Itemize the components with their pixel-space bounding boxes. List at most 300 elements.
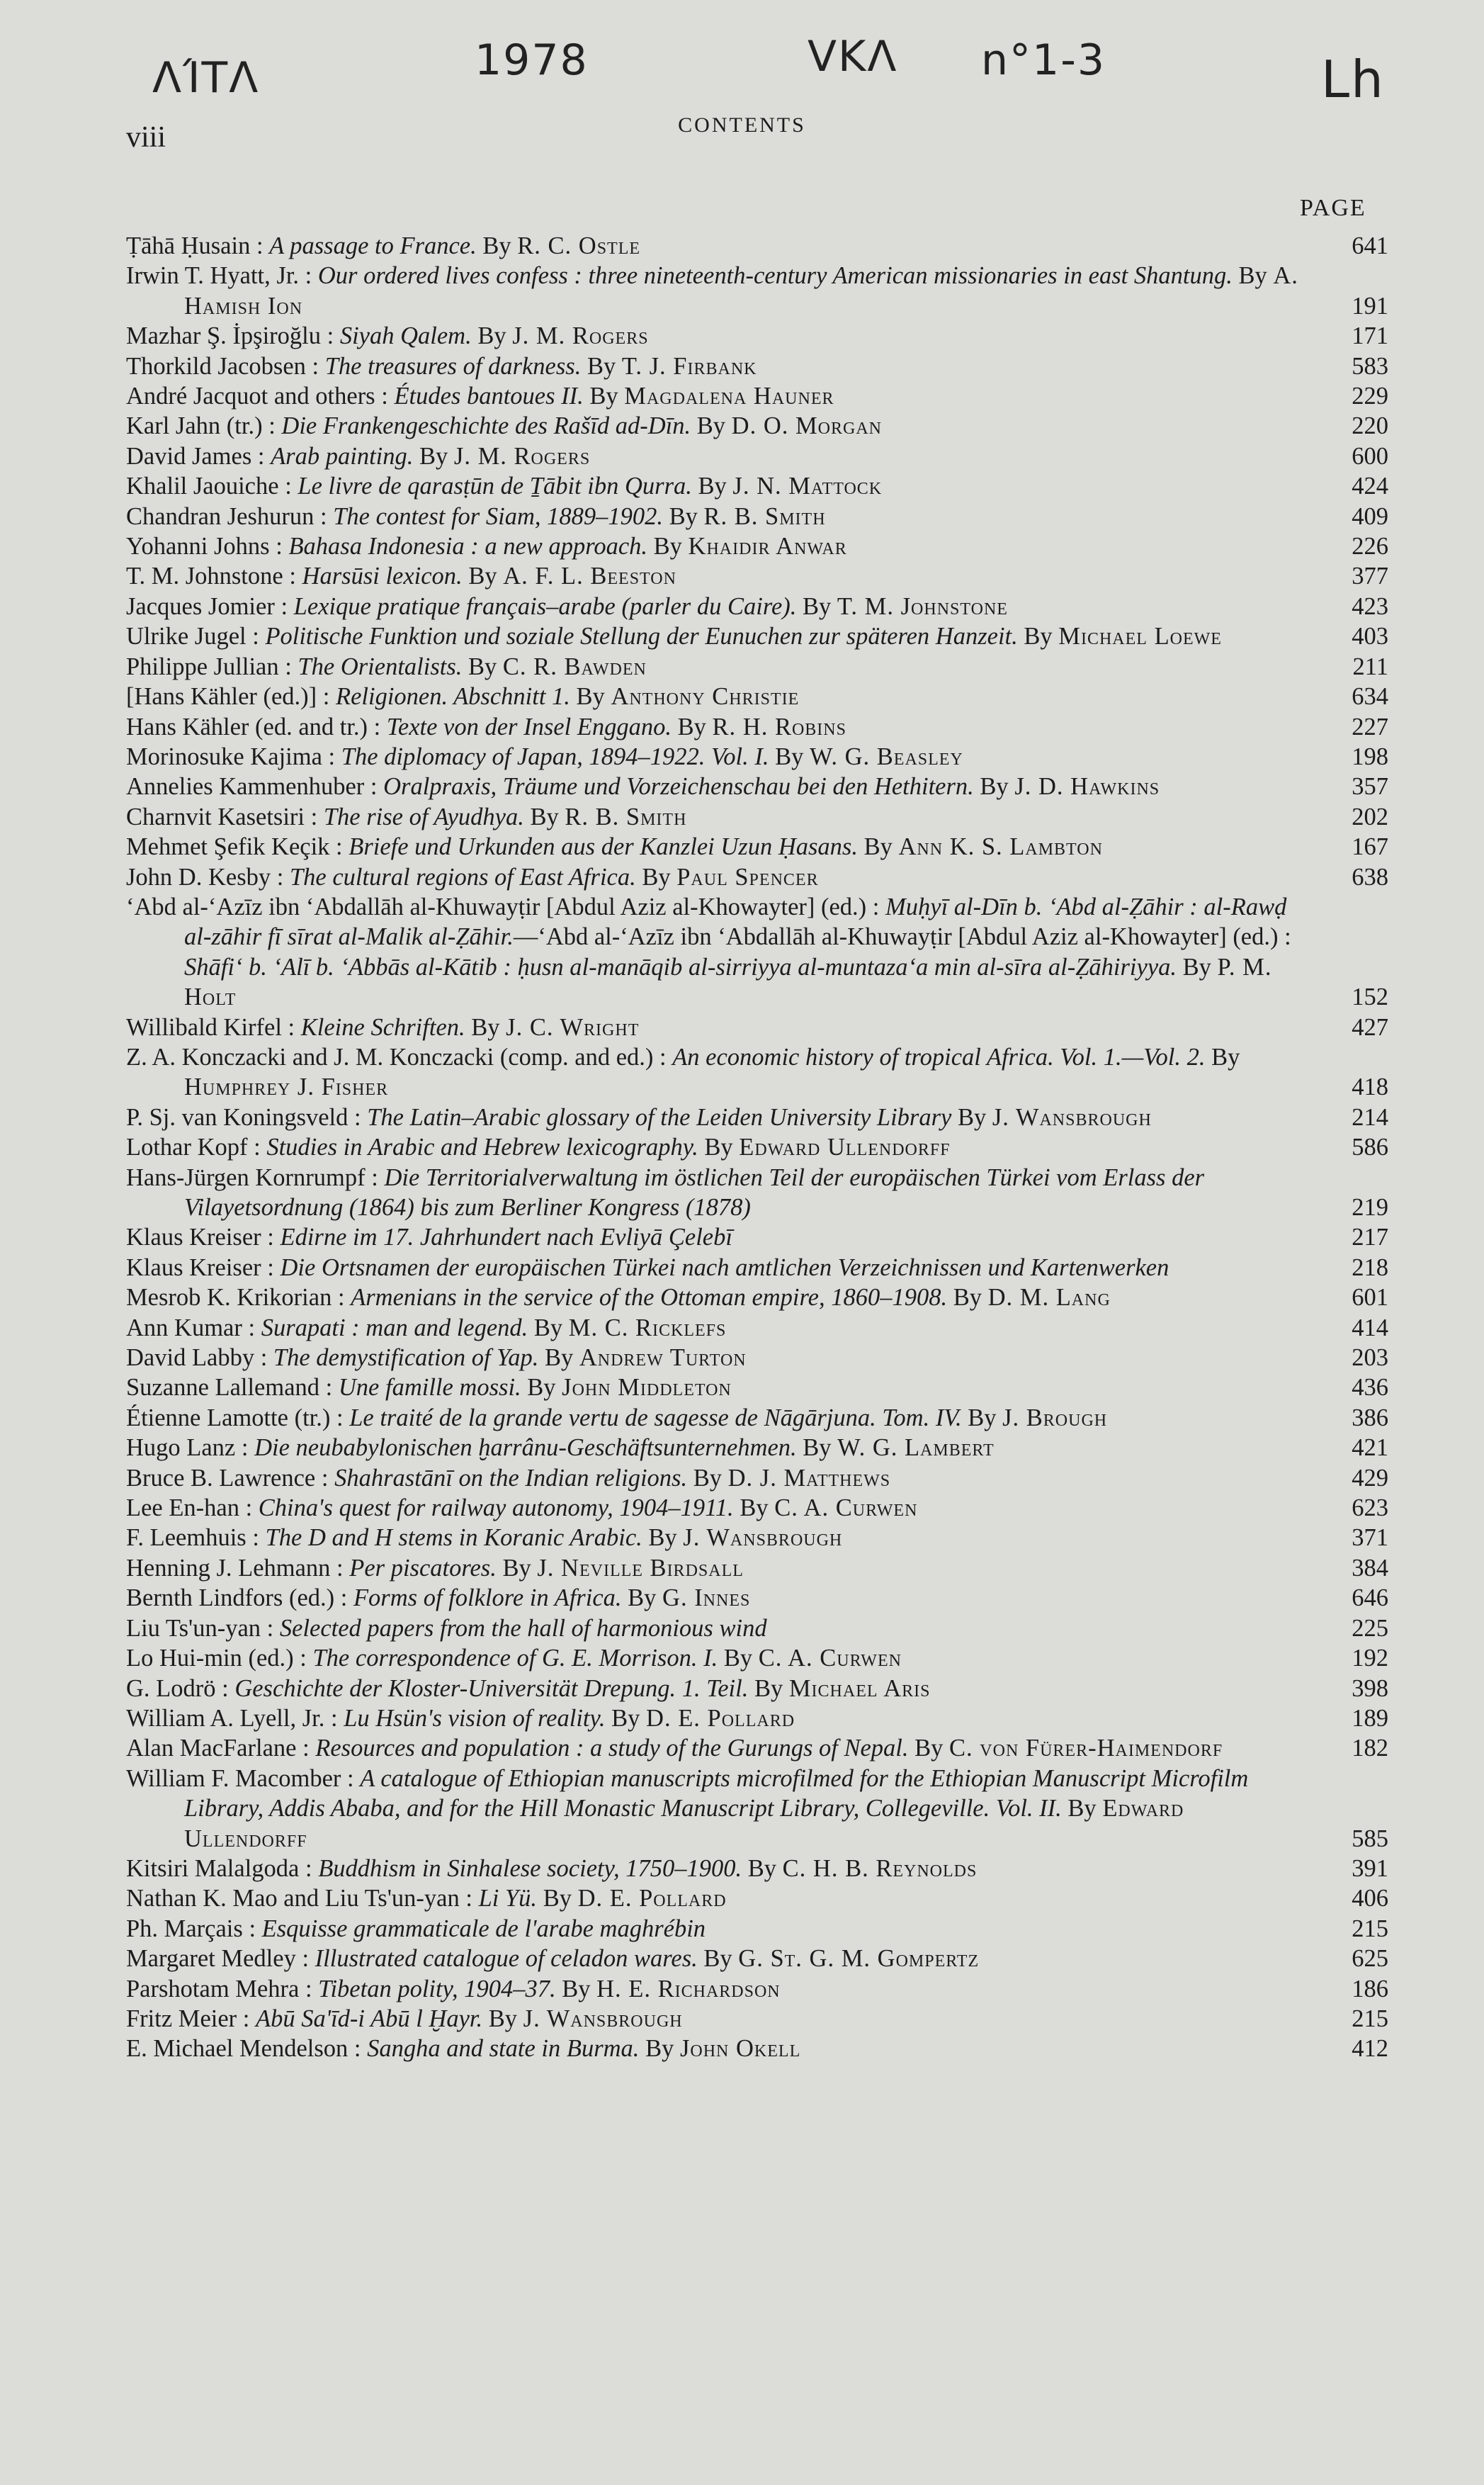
contents-entry <box>126 381 1388 411</box>
entry-reviewer: C. A. Curwen <box>774 1494 918 1522</box>
entry-page-number: 218 <box>1352 1253 1388 1281</box>
entry-author: Liu Ts'un-yan <box>126 1614 261 1642</box>
entry-title: The demystification of Yap. <box>273 1344 539 1372</box>
entry-reviewer: D. O. Morgan <box>731 412 883 440</box>
entry-reviewer: Michael Loewe <box>1058 623 1222 650</box>
entry-author: William F. Macomber <box>126 1764 341 1792</box>
entry-text: F. Leemhuis : The D and H stems in Koranic Arabic. By J. Wansbrough <box>126 1524 843 1552</box>
entry-reviewer: T. J. Firbank <box>621 352 757 380</box>
entry-title: Studies in Arabic and Hebrew lexicography. <box>266 1134 698 1161</box>
entry-page-number: 167 <box>1352 833 1388 861</box>
entry-reviewer: Ann K. S. Lambton <box>898 833 1103 861</box>
entry-page-number: 211 <box>1352 653 1388 680</box>
entry-page-number: 427 <box>1352 1013 1388 1041</box>
contents-entry <box>126 1222 1388 1252</box>
entry-text: Nathan K. Mao and Liu Ts'un-yan : Li Yü. By D. E. Pollard <box>126 1885 727 1912</box>
handwritten-annotation-2: 1978 <box>475 35 589 85</box>
entry-title: Forms of folklore in Africa. <box>353 1584 622 1612</box>
entry-title: Études bantoues II. <box>394 383 584 410</box>
entry-author: Chandran Jeshurun <box>126 502 315 530</box>
entry-author: ‘Abd al-‘Azīz ibn ‘Abdallāh al-Khuwayṭir [Abdul Aziz al-Khowayter] (ed.) <box>126 893 867 920</box>
entry-page-number: 225 <box>1352 1614 1388 1642</box>
entry-reviewer: R. H. Robins <box>712 713 846 740</box>
entry-page-number: 219 <box>1352 1194 1388 1221</box>
contents-entry <box>126 1403 1388 1433</box>
entry-page-number: 189 <box>1352 1704 1388 1732</box>
contents-entry <box>126 1463 1388 1493</box>
entry-reviewer: C. A. Curwen <box>758 1645 902 1672</box>
entry-author: Fritz Meier <box>126 2005 237 2032</box>
entry-reviewer: Magdalena Hauner <box>624 383 834 410</box>
entry-page-number: 409 <box>1352 502 1388 530</box>
contents-entry <box>126 1163 1388 1223</box>
entry-title: Sangha and state in Burma. <box>367 2035 640 2063</box>
contents-entry <box>126 621 1388 651</box>
entry-page-number: 171 <box>1352 322 1388 350</box>
page-folio: viii <box>126 121 166 154</box>
entry-page-number: 403 <box>1352 623 1388 650</box>
contents-entry <box>126 1674 1388 1703</box>
entry-author: Yohanni Johns <box>126 533 270 560</box>
entry-author: Morinosuke Kajima <box>126 743 322 770</box>
contents-entry <box>126 1883 1388 1913</box>
entry-reviewer: Michael Aris <box>788 1674 931 1702</box>
entry-title: Shahrastānī on the Indian religions. <box>334 1464 688 1492</box>
entry-title: Le traité de la grande vertu de sagesse de Nāgārjuna. Tom. IV. <box>349 1404 962 1431</box>
entry-page-number: 601 <box>1352 1284 1388 1312</box>
entry-title: The Orientalists. <box>298 653 463 680</box>
entry-author: Margaret Medley <box>126 1945 296 1973</box>
entry-reviewer: R. C. Ostle <box>517 232 641 259</box>
entry-text: Ṭāhā Ḥusain : A passage to France. By R. C. Ostle <box>126 232 641 259</box>
contents-entry <box>126 802 1388 832</box>
entry-title: The contest for Siam, 1889–1902. <box>333 502 663 530</box>
entry-title: Die Frankengeschichte des Rašīd ad-Dīn. <box>281 412 691 440</box>
contents-entry <box>126 1553 1388 1583</box>
entry-author: Suzanne Lallemand <box>126 1374 320 1402</box>
entry-text: P. Sj. van Koningsveld : The Latin–Arabic glossary of the Leiden University Library By J. Wansbrough <box>126 1103 1152 1131</box>
entry-page-number: 182 <box>1352 1735 1388 1762</box>
entry-reviewer: Edward Ullendorff <box>739 1134 951 1161</box>
entry-author: David James <box>126 442 252 470</box>
entry-text: Margaret Medley : Illustrated catalogue of celadon wares. By G. St. G. M. Gompertz <box>126 1945 980 1973</box>
entry-reviewer: G. St. G. M. Gompertz <box>738 1945 980 1973</box>
entry-reviewer: J. Wansbrough <box>683 1524 843 1552</box>
entry-author: Mazhar Ş. İpşiroğlu <box>126 322 321 350</box>
entry-title: Politische Funktion und soziale Stellung der Eunuchen zur späteren Hanzeit. <box>265 623 1018 650</box>
entry-reviewer: Edward Ullendorff <box>184 1795 1184 1852</box>
entry-text: Chandran Jeshurun : The contest for Siam, 1889–1902. By R. B. Smith <box>126 502 826 530</box>
entry-author: Bernth Lindfors (ed.) <box>126 1584 335 1612</box>
contents-entry <box>126 2034 1388 2063</box>
entry-reviewer: D. E. Pollard <box>646 1704 795 1732</box>
entry-reviewer: J. N. Mattock <box>732 473 883 500</box>
entry-title: Briefe und Urkunden aus der Kanzlei Uzun Ḥasans. <box>349 833 858 861</box>
entry-title: Abū Sa'īd-i Abū l Ḫayr. <box>256 2005 483 2032</box>
entry-author: E. Michael Mendelson <box>126 2035 349 2063</box>
entry-page-number: 646 <box>1352 1584 1388 1612</box>
entry-page-number: 585 <box>1352 1825 1388 1852</box>
entry-text: Klaus Kreiser : Edirne im 17. Jahrhundert nach Evliyā Çelebī <box>126 1224 732 1251</box>
handwritten-annotation-1: ΛΊΤΛ <box>152 53 260 103</box>
entry-page-number: 217 <box>1352 1224 1388 1251</box>
entry-page-number: 583 <box>1352 352 1388 380</box>
entry-author: G. Lodrö <box>126 1674 216 1702</box>
entry-page-number: 429 <box>1352 1464 1388 1492</box>
entry-author: William A. Lyell, Jr. <box>126 1704 325 1732</box>
entry-page-number: 391 <box>1352 1854 1388 1882</box>
entry-title: The diplomacy of Japan, 1894–1922. Vol. I. <box>341 743 769 770</box>
entry-text: Karl Jahn (tr.) : Die Frankengeschichte des Rašīd ad-Dīn. By D. O. Morgan <box>126 412 883 440</box>
entry-text: Morinosuke Kajima : The diplomacy of Japan, 1894–1922. Vol. I. By W. G. Beasley <box>126 743 963 770</box>
entry-page-number: 203 <box>1352 1344 1388 1372</box>
entry-author: F. Leemhuis <box>126 1524 247 1552</box>
contents-entry <box>126 742 1388 772</box>
entry-author: [Hans Kähler (ed.)] <box>126 683 317 711</box>
entry-text: Philippe Jullian : The Orientalists. By C. R. Bawden <box>126 653 647 680</box>
contents-entry <box>126 862 1388 892</box>
entry-author: Klaus Kreiser <box>126 1224 261 1251</box>
entry-page-number: 634 <box>1352 683 1388 711</box>
contents-entry <box>126 261 1388 321</box>
entry-title: Religionen. Abschnitt 1. <box>336 683 570 711</box>
entry-text: Lee En-han : China's quest for railway autonomy, 1904–1911. By C. A. Curwen <box>126 1494 918 1522</box>
entry-text: Annelies Kammenhuber : Oralpraxis, Träume und Vorzeichenschau bei den Hethitern. By J. D. Hawkins <box>126 773 1160 801</box>
entry-page-number: 186 <box>1352 1975 1388 2002</box>
entry-title: Resources and population : a study of the Gurungs of Nepal. <box>315 1735 909 1762</box>
entry-title: The rise of Ayudhya. <box>323 803 524 830</box>
entry-text: G. Lodrö : Geschichte der Kloster-Universität Drepung. 1. Teil. By Michael Aris <box>126 1674 931 1702</box>
entry-author: Lo Hui-min (ed.) <box>126 1645 294 1672</box>
entry-author: Lee En-han <box>126 1494 239 1522</box>
entry-title: Illustrated catalogue of celadon wares. <box>315 1945 698 1973</box>
entry-title: Bahasa Indonesia : a new approach. <box>288 533 648 560</box>
entry-reviewer: D. M. Lang <box>987 1284 1111 1312</box>
entry-page-number: 215 <box>1352 1915 1388 1942</box>
entry-title: Kleine Schriften. <box>300 1013 465 1041</box>
entry-page-number: 623 <box>1352 1494 1388 1522</box>
entry-text: T. M. Johnstone : Harsūsi lexicon. By A. F. L. Beeston <box>126 563 676 590</box>
entry-author: T. M. Johnstone <box>126 563 283 590</box>
entry-author: Z. A. Konczacki and J. M. Konczacki (comp. and ed.) <box>126 1043 654 1071</box>
entry-title: Oralpraxis, Träume und Vorzeichenschau bei den Hethitern. <box>383 773 974 801</box>
page-column-label: PAGE <box>1300 195 1366 221</box>
entry-title: Li Yü. <box>478 1885 538 1912</box>
entry-reviewer: R. B. Smith <box>703 502 826 530</box>
contents-entry <box>126 1433 1388 1463</box>
handwritten-annotation-5: Lh <box>1321 50 1385 109</box>
entry-text: Yohanni Johns : Bahasa Indonesia : a new approach. By Khaidir Anwar <box>126 533 847 560</box>
entry-title: Die Ortsnamen der europäischen Türkei nach amtlichen Verzeichnissen und Kartenwerken <box>280 1253 1169 1281</box>
entry-text: Ph. Marçais : Esquisse grammaticale de l'arabe maghrébin <box>126 1915 706 1942</box>
entry-title: Die neubabylonischen ḫarrânu-Geschäftsunternehmen. <box>254 1434 797 1462</box>
entry-text: David Labby : The demystification of Yap. By Andrew Turton <box>126 1344 747 1372</box>
contents-entry <box>126 1974 1388 2004</box>
entry-page-number: 414 <box>1352 1314 1388 1341</box>
entry-title: The cultural regions of East Africa. <box>289 863 636 891</box>
entry-reviewer: J. M. Rogers <box>512 322 649 350</box>
entry-author: Hans-Jürgen Kornrumpf <box>126 1163 366 1191</box>
entry-page-number: 421 <box>1352 1434 1388 1462</box>
handwritten-annotation-3: VΚΛ <box>808 32 898 81</box>
entry-title: Texte von der Insel Enggano. <box>386 713 672 740</box>
entry-text: Z. A. Konczacki and J. M. Konczacki (comp. and ed.) : An economic history of tropical Africa. Vol. 1.—Vol. 2. By Humphrey J. Fisher <box>126 1043 1240 1101</box>
entry-title: The correspondence of G. E. Morrison. I. <box>312 1645 718 1672</box>
entry-page-number: 214 <box>1352 1103 1388 1131</box>
entry-reviewer: J. C. Wright <box>506 1013 640 1041</box>
entry-title: The treasures of darkness. <box>324 352 582 380</box>
entry-reviewer: Paul Spencer <box>676 863 819 891</box>
entry-text: Jacques Jomier : Lexique pratique français–arabe (parler du Caire). By T. M. Johnstone <box>126 592 1008 620</box>
entry-text: E. Michael Mendelson : Sangha and state in Burma. By John Okell <box>126 2035 801 2063</box>
entry-author: Étienne Lamotte (tr.) <box>126 1404 331 1431</box>
entry-author: André Jacquot and others <box>126 383 375 410</box>
entry-author: Jacques Jomier <box>126 592 275 620</box>
entry-title: Arab painting. <box>271 442 414 470</box>
entry-text: Khalil Jaouiche : Le livre de qarasṭūn de Ṯābit ibn Qurra. By J. N. Mattock <box>126 473 883 500</box>
entry-author: David Labby <box>126 1344 255 1372</box>
contents-entry <box>126 1703 1388 1733</box>
entry-page-number: 192 <box>1352 1645 1388 1672</box>
entry-page-number: 625 <box>1352 1945 1388 1973</box>
entry-text: Parshotam Mehra : Tibetan polity, 1904–37. By H. E. Richardson <box>126 1975 781 2002</box>
entry-page-number: 220 <box>1352 412 1388 440</box>
entry-title: Esquisse grammaticale de l'arabe maghrébin <box>261 1915 706 1942</box>
entry-reviewer: T. M. Johnstone <box>837 592 1008 620</box>
entry-reviewer: A. Hamish Ion <box>184 262 1298 320</box>
entry-page-number: 641 <box>1352 232 1388 259</box>
contents-entry <box>126 1253 1388 1283</box>
contents-entry <box>126 351 1388 381</box>
entry-reviewer: J. Wansbrough <box>992 1103 1152 1131</box>
entry-author: Khalil Jaouiche <box>126 473 279 500</box>
entry-text: Lo Hui-min (ed.) : The correspondence of G. E. Morrison. I. By C. A. Curwen <box>126 1645 902 1672</box>
entry-author: Irwin T. Hyatt, Jr. <box>126 262 300 290</box>
running-head: CONTENTS <box>678 113 806 137</box>
entry-author: Ann Kumar <box>126 1314 242 1341</box>
entry-text: Fritz Meier : Abū Sa'īd-i Abū l Ḫayr. By J. Wansbrough <box>126 2005 683 2032</box>
entry-text: William A. Lyell, Jr. : Lu Hsün's vision of reality. By D. E. Pollard <box>126 1704 795 1732</box>
entry-page-number: 191 <box>1352 292 1388 320</box>
entry-text: David James : Arab painting. By J. M. Rogers <box>126 442 591 470</box>
contents-entry <box>126 1313 1388 1343</box>
entry-page-number: 384 <box>1352 1554 1388 1582</box>
entry-text: [Hans Kähler (ed.)] : Religionen. Abschnitt 1. By Anthony Christie <box>126 683 800 711</box>
entry-title: Tibetan polity, 1904–37. <box>318 1975 556 2002</box>
entry-page-number: 423 <box>1352 592 1388 620</box>
entry-page-number: 215 <box>1352 2005 1388 2032</box>
entry-author: Ṭāhā Ḥusain <box>126 232 251 259</box>
entry-page-number: 398 <box>1352 1674 1388 1702</box>
contents-entry <box>126 772 1388 801</box>
entry-text: Lothar Kopf : Studies in Arabic and Hebrew lexicography. By Edward Ullendorff <box>126 1134 951 1161</box>
entry-text: Bruce B. Lawrence : Shahrastānī on the Indian religions. By D. J. Matthews <box>126 1464 891 1492</box>
entry-title: Une famille mossi. <box>338 1374 521 1402</box>
entry-title: Edirne im 17. Jahrhundert nach Evliyā Çelebī <box>280 1224 732 1251</box>
entry-title: Per piscatores. <box>349 1554 497 1582</box>
entry-page-number: 412 <box>1352 2035 1388 2063</box>
entry-author: Philippe Jullian <box>126 653 279 680</box>
contents-entry <box>126 2004 1388 2034</box>
entry-reviewer: W. G. Beasley <box>809 743 963 770</box>
entry-page-number: 227 <box>1352 713 1388 740</box>
entry-reviewer: Humphrey J. Fisher <box>184 1074 389 1101</box>
entry-page-number: 371 <box>1352 1524 1388 1552</box>
entry-text: William F. Macomber : A catalogue of Ethiopian manuscripts microfilmed for the Ethiopian Manuscript Microfilm Library, Addis Ababa, and for the Hill Monastic Manuscript Library, Collegeville. Vol. II. By Edward Ullendorff <box>126 1764 1249 1852</box>
entry-text: Ann Kumar : Surapati : man and legend. By M. C. Ricklefs <box>126 1314 727 1341</box>
entry-page-number: 424 <box>1352 473 1388 500</box>
entry-author: Nathan K. Mao and Liu Ts'un-yan <box>126 1885 460 1912</box>
entry-author: Hans Kähler (ed. and tr.) <box>126 713 368 740</box>
entry-page-number: 406 <box>1352 1885 1388 1912</box>
contents-entry <box>126 1854 1388 1883</box>
entry-reviewer: M. C. Ricklefs <box>568 1314 727 1341</box>
entry-page-number: 377 <box>1352 563 1388 590</box>
entry-author: ‘Abd al-‘Azīz ibn ‘Abdallāh al-Khuwayṭir [Abdul Aziz al-Khowayter] (ed.) <box>538 923 1279 951</box>
entry-reviewer: R. B. Smith <box>565 803 687 830</box>
entry-text: Hugo Lanz : Die neubabylonischen ḫarrânu-Geschäftsunternehmen. By W. G. Lambert <box>126 1434 995 1462</box>
contents-entry <box>126 1042 1388 1103</box>
entry-author: Kitsiri Malalgoda <box>126 1854 300 1882</box>
entry-page-number: 436 <box>1352 1374 1388 1402</box>
entry-reviewer: C. von Fürer-Haimendorf <box>949 1735 1223 1762</box>
contents-entry <box>126 321 1388 351</box>
entry-reviewer: A. F. L. Beeston <box>503 563 676 590</box>
contents-entry <box>126 1764 1388 1854</box>
entry-text: Hans Kähler (ed. and tr.) : Texte von der Insel Enggano. By R. H. Robins <box>126 713 846 740</box>
contents-entry <box>126 1914 1388 1944</box>
contents-entry <box>126 561 1388 591</box>
entry-text: Charnvit Kasetsiri : The rise of Ayudhya. By R. B. Smith <box>126 803 687 830</box>
entry-title: The D and H stems in Koranic Arabic. <box>265 1524 642 1552</box>
entry-title: Harsūsi lexicon. <box>302 563 463 590</box>
entry-reviewer: J. D. Hawkins <box>1014 773 1160 801</box>
entry-page-number: 386 <box>1352 1404 1388 1431</box>
entry-page-number: 638 <box>1352 863 1388 891</box>
entry-title: Muḥyī al-Dīn b. ‘Abd al-Ẓāhir : al-Rawḍ al-zāhir fī sīrat al-Malik al-Ẓāhir. <box>184 893 1287 951</box>
contents-entry <box>126 1103 1388 1132</box>
entry-author: Parshotam Mehra <box>126 1975 300 2002</box>
contents-entry <box>126 502 1388 531</box>
contents-entry <box>126 531 1388 561</box>
entry-text: Étienne Lamotte (tr.) : Le traité de la grande vertu de sagesse de Nāgārjuna. Tom. IV. By J. Brough <box>126 1404 1108 1431</box>
contents-entry <box>126 231 1388 261</box>
entry-text: ‘Abd al-‘Azīz ibn ‘Abdallāh al-Khuwayṭir [Abdul Aziz al-Khowayter] (ed.) : Muḥyī al-Dīn b. ‘Abd al-Ẓāhir : al-Rawḍ al-zāhir fī sīrat al-Malik al-Ẓāhir.—‘Abd al-‘Azīz ibn ‘Abdallāh al-Khuwayṭir [Abdul Aziz al-Khowayter] (ed.) : Shāfi‘ b. ‘Alī b. ‘Abbās al-Kātib : ḥusn al-manāqib al-sirriyya al-muntaza‘a min al-sīra al-Ẓāhiriyya. By P. M. Holt <box>126 893 1291 1011</box>
contents-entry <box>126 1013 1388 1042</box>
entry-text: Alan MacFarlane : Resources and population : a study of the Gurungs of Nepal. By C. von Fürer-Haimendorf <box>126 1735 1223 1762</box>
entry-title: Geschichte der Kloster-Universität Drepung. 1. Teil. <box>234 1674 749 1702</box>
entry-reviewer: W. G. Lambert <box>837 1434 995 1462</box>
entry-reviewer: H. E. Richardson <box>596 1975 781 2002</box>
entry-title: An economic history of tropical Africa. Vol. 1.—Vol. 2. <box>672 1043 1206 1071</box>
entry-reviewer: J. Brough <box>1002 1404 1108 1431</box>
entry-reviewer: Anthony Christie <box>611 683 800 711</box>
entry-author: Ulrike Jugel <box>126 623 247 650</box>
entry-text: Mazhar Ş. İpşiroğlu : Siyah Qalem. By J. M. Rogers <box>126 322 649 350</box>
entry-title: Buddhism in Sinhalese society, 1750–1900. <box>318 1854 742 1882</box>
entry-title: The Latin–Arabic glossary of the Leiden University Library <box>367 1103 952 1131</box>
entry-text: Suzanne Lallemand : Une famille mossi. By John Middleton <box>126 1374 732 1402</box>
entry-reviewer: D. E. Pollard <box>577 1885 727 1912</box>
entry-text: John D. Kesby : The cultural regions of East Africa. By Paul Spencer <box>126 863 819 891</box>
entry-text: André Jacquot and others : Études bantoues II. By Magdalena Hauner <box>126 383 834 410</box>
contents-entry <box>126 1583 1388 1613</box>
entry-title: A passage to France. <box>269 232 477 259</box>
entry-author: Lothar Kopf <box>126 1134 248 1161</box>
entry-page-number: 418 <box>1352 1074 1388 1101</box>
entry-text: Kitsiri Malalgoda : Buddhism in Sinhalese society, 1750–1900. By C. H. B. Reynolds <box>126 1854 978 1882</box>
entry-text: Willibald Kirfel : Kleine Schriften. By J. C. Wright <box>126 1013 640 1041</box>
contents-list <box>126 231 1388 2064</box>
entry-title: Die Territorialverwaltung im östlichen Teil der europäischen Türkei vom Erlass der Vilayetsordnung (1864) bis zum Berliner Kongress (1878) <box>184 1163 1205 1221</box>
entry-reviewer: C. H. B. Reynolds <box>782 1854 978 1882</box>
entry-author: Klaus Kreiser <box>126 1253 261 1281</box>
contents-entry <box>126 1643 1388 1673</box>
entry-reviewer: John Okell <box>679 2035 801 2063</box>
entry-reviewer: P. M. Holt <box>184 953 1272 1011</box>
entry-author: Ph. Marçais <box>126 1915 243 1942</box>
entry-text: Irwin T. Hyatt, Jr. : Our ordered lives confess : three nineteenth-century American missionaries in east Shantung. By A. Hamish Ion <box>126 262 1298 320</box>
entry-reviewer: J. M. Rogers <box>453 442 591 470</box>
entry-author: John D. Kesby <box>126 863 271 891</box>
entry-text: Liu Ts'un-yan : Selected papers from the hall of harmonious wind <box>126 1614 767 1642</box>
entry-title: Our ordered lives confess : three nineteenth-century American missionaries in east Shantung. <box>317 262 1233 290</box>
entry-page-number: 357 <box>1352 773 1388 801</box>
entry-page-number: 152 <box>1352 984 1388 1011</box>
entry-page-number: 202 <box>1352 803 1388 830</box>
entry-title: Armenians in the service of the Ottoman empire, 1860–1908. <box>351 1284 948 1312</box>
contents-entry <box>126 1493 1388 1523</box>
contents-entry <box>126 471 1388 501</box>
entry-author: Hugo Lanz <box>126 1434 236 1462</box>
contents-entry <box>126 1523 1388 1553</box>
entry-text: Mesrob K. Krikorian : Armenians in the service of the Ottoman empire, 1860–1908. By D. M. Lang <box>126 1284 1111 1312</box>
contents-entry <box>126 1373 1388 1402</box>
entry-reviewer: G. Innes <box>662 1584 751 1612</box>
entry-page-number: 600 <box>1352 442 1388 470</box>
entry-author: Bruce B. Lawrence <box>126 1464 316 1492</box>
handwritten-annotation-4: n°1-3 <box>981 35 1106 85</box>
contents-entry <box>126 682 1388 711</box>
entry-author: Mesrob K. Krikorian <box>126 1284 332 1312</box>
entry-text: Klaus Kreiser : Die Ortsnamen der europäischen Türkei nach amtlichen Verzeichnissen und Kartenwerken <box>126 1253 1169 1281</box>
entry-page-number: 226 <box>1352 533 1388 560</box>
entry-text: Thorkild Jacobsen : The treasures of darkness. By T. J. Firbank <box>126 352 757 380</box>
contents-entry <box>126 892 1388 1013</box>
entry-author: Karl Jahn (tr.) <box>126 412 263 440</box>
entry-author: Henning J. Lehmann <box>126 1554 331 1582</box>
entry-reviewer: D. J. Matthews <box>727 1464 891 1492</box>
entry-title: Shāfi‘ b. ‘Alī b. ‘Abbās al-Kātib : ḥusn al-manāqib al-sirriyya al-muntaza‘a min al-sīra al-Ẓāhiriyya. <box>184 953 1177 981</box>
contents-entry <box>126 1613 1388 1643</box>
entry-page-number: 198 <box>1352 743 1388 770</box>
entry-author: Mehmet Şefik Keçik <box>126 833 330 861</box>
contents-entry <box>126 652 1388 682</box>
entry-text: Mehmet Şefik Keçik : Briefe und Urkunden aus der Kanzlei Uzun Ḥasans. By Ann K. S. Lambton <box>126 833 1103 861</box>
contents-entry <box>126 1944 1388 1973</box>
contents-entry <box>126 832 1388 862</box>
entry-title: A catalogue of Ethiopian manuscripts microfilmed for the Ethiopian Manuscript Microfilm Library, Addis Ababa, and for the Hill Monastic Manuscript Library, Collegeville. Vol. II. <box>184 1764 1249 1822</box>
entry-author: Willibald Kirfel <box>126 1013 282 1041</box>
entry-title: Lexique pratique français–arabe (parler du Caire). <box>293 592 797 620</box>
entry-page-number: 229 <box>1352 383 1388 410</box>
entry-text: Ulrike Jugel : Politische Funktion und soziale Stellung der Eunuchen zur späteren Hanzeit. By Michael Loewe <box>126 623 1222 650</box>
entry-title: Selected papers from the hall of harmonious wind <box>279 1614 767 1642</box>
entry-text: Henning J. Lehmann : Per piscatores. By J. Neville Birdsall <box>126 1554 744 1582</box>
contents-entry <box>126 592 1388 621</box>
entry-reviewer: J. Neville Birdsall <box>537 1554 744 1582</box>
entry-title: Lu Hsün's vision of reality. <box>344 1704 606 1732</box>
